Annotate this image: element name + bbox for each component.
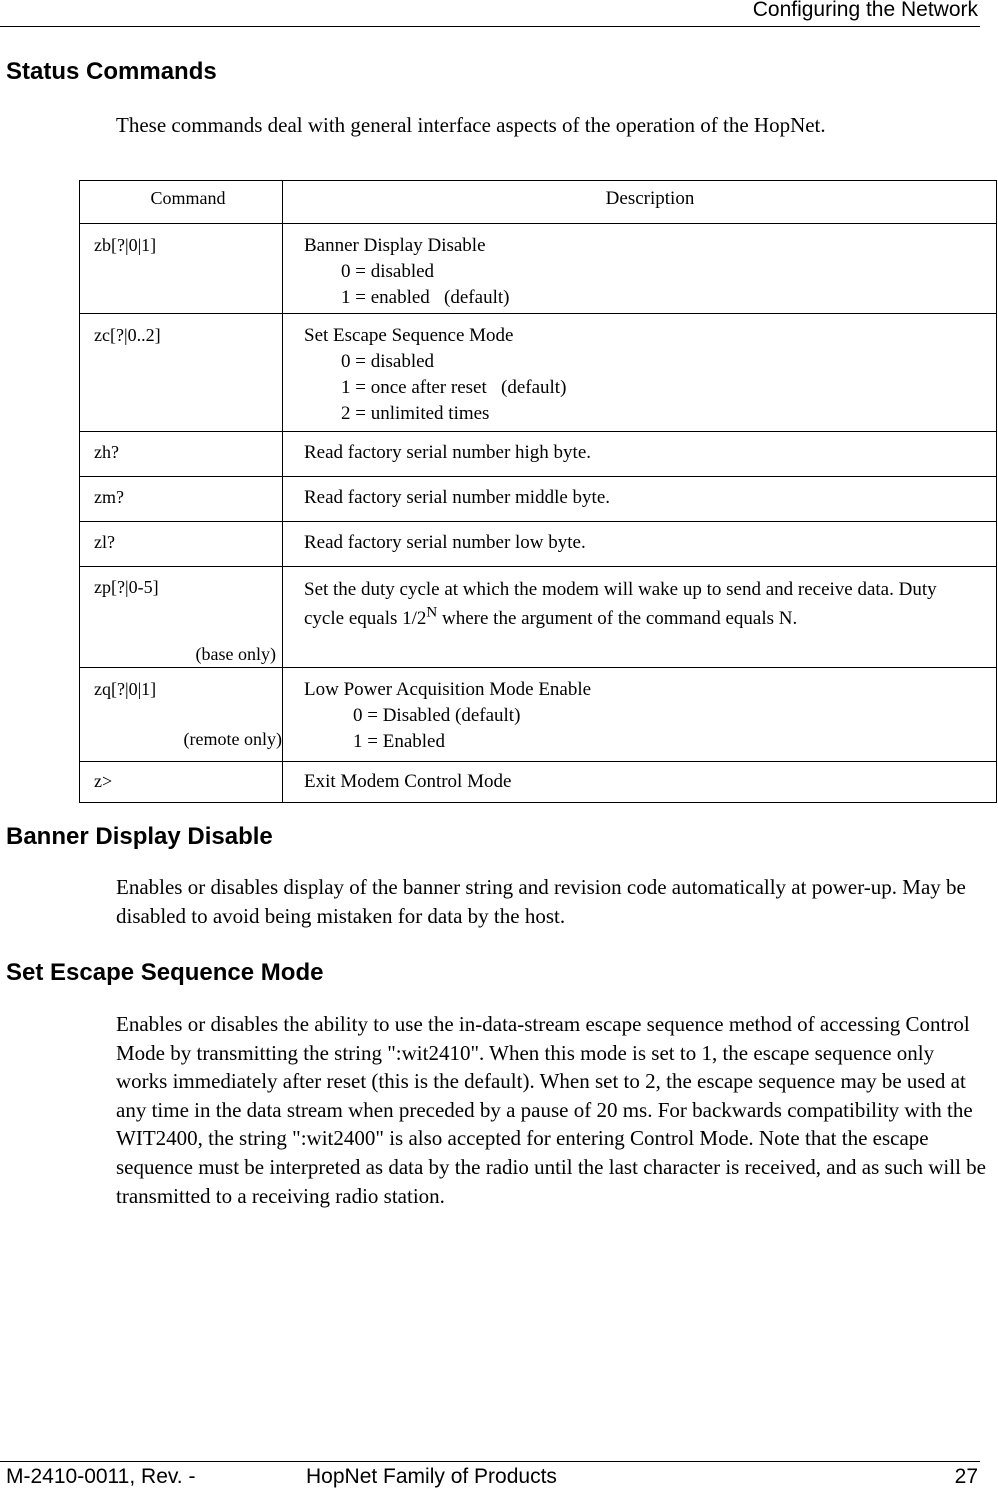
description-cell: Read factory serial number high byte.	[304, 442, 592, 463]
banner-section-body: Enables or disables display of the banner string and revision code automatically at power-up. May be disabled to avoid being mistaken for data by the host.	[116, 875, 966, 928]
table-row	[80, 314, 997, 432]
footer-rule	[0, 1461, 980, 1462]
description-text: Set the duty cycle at which the modem will wake up to send and receive data. Duty cycle equals 1/2	[304, 579, 937, 629]
command-cell: z>	[94, 771, 113, 791]
section-intro: These commands deal with general interface aspects of the operation of the HopNet.	[116, 113, 826, 137]
footer-page-number: 27	[954, 1465, 978, 1488]
description-text: where the argument of the command equals N.	[437, 608, 798, 629]
column-header-description: Description	[283, 181, 997, 224]
table-header-row	[80, 181, 997, 224]
command-cell: zb[?|0|1]	[94, 235, 157, 255]
command-cell: zh?	[94, 442, 119, 462]
description-title: Set Escape Sequence Mode	[304, 325, 514, 346]
footer-doc-number: M-2410-0011, Rev. -	[6, 1465, 196, 1488]
banner-section-title: Banner Display Disable	[6, 823, 273, 850]
command-note: (remote only)	[183, 729, 282, 749]
option-line: 2 = unlimited times	[341, 403, 490, 424]
option-line: 1 = enabled (default)	[341, 287, 510, 308]
header-rule	[0, 26, 980, 27]
option-line: 0 = disabled	[341, 351, 435, 372]
option-line: 1 = Enabled	[353, 731, 445, 752]
table-row	[80, 522, 997, 567]
footer-product: HopNet Family of Products	[306, 1465, 557, 1488]
command-cell: zc[?|0..2]	[94, 325, 161, 345]
option-line: 0 = Disabled (default)	[353, 705, 521, 726]
running-header: Configuring the Network	[752, 0, 978, 21]
escape-section-body: Enables or disables the ability to use the in-data-stream escape sequence method of accessing Control Mode by transmitting the string ":wit2410". When this mode is set to 1, the escape sequence only works immediately after reset (this is the default). When set to 2, the escape sequence may be used at any time in the data stream when preceded by a pause of 20 ms. For backwards compatibility with the WIT2400, the string ":wit2400" is also accepted for entering Control Mode. Note that the escape sequence must be interpreted as data by the radio until the last character is received, and as such will be transmitted to a receiving radio station.	[116, 1012, 987, 1208]
option-line: 1 = once after reset (default)	[341, 377, 567, 398]
command-table	[79, 180, 997, 803]
description-title: Low Power Acquisition Mode Enable	[304, 679, 592, 700]
command-note: (base only)	[195, 644, 276, 664]
command-cell: zp[?|0-5]	[94, 577, 159, 597]
table-row	[80, 668, 997, 762]
description-cell: Read factory serial number low byte.	[304, 532, 586, 553]
table-row	[80, 477, 997, 522]
description-title: Banner Display Disable	[304, 235, 486, 256]
description-cell: Read factory serial number middle byte.	[304, 487, 611, 508]
command-cell: zq[?|0|1]	[94, 679, 157, 699]
command-cell: zm?	[94, 487, 124, 507]
table-row	[80, 432, 997, 477]
option-line: 0 = disabled	[341, 261, 435, 282]
table-row	[80, 567, 997, 668]
table-row	[80, 224, 997, 314]
superscript-n: N	[426, 604, 438, 621]
command-cell: zl?	[94, 532, 115, 552]
escape-section-title: Set Escape Sequence Mode	[6, 959, 324, 986]
description-cell: Exit Modem Control Mode	[304, 771, 512, 792]
table-row	[80, 762, 997, 803]
description-cell	[304, 575, 976, 633]
section-title: Status Commands	[6, 58, 217, 85]
column-header-command: Command	[80, 181, 283, 224]
